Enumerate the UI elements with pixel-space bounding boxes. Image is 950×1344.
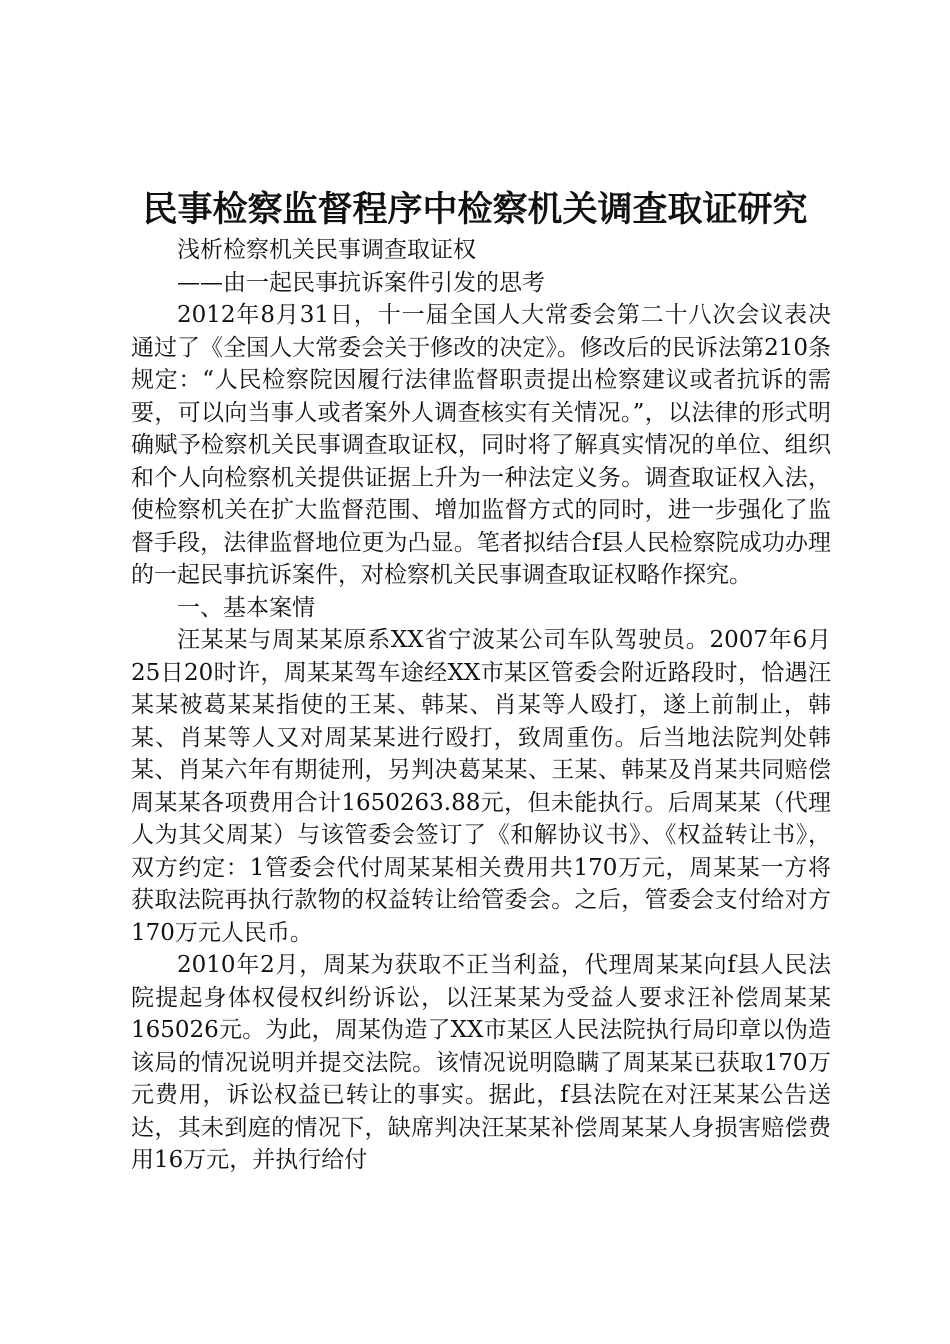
document-title: 民事检察监督程序中检察机关调查取证研究 [142,189,808,230]
paragraph-case-facts: 汪某某与周某某原系XX省宁波某公司车队驾驶员。2007年6月25日20时许，周某某驾车途经XX市某区管委会附近路段时，恰遇汪某某被葛某某指使的王某、韩某、肖某等人殴打，遂上前制止，韩某、肖某等人又对周某某进行殴打，致周重伤。后当地法院判处韩某、肖某六年有期徒刑，另判决葛某某、王某、韩某及肖某共同赔偿周某某各项费用合计1650263.88元，但未能执行。后周某某（代理人为其父周某）与该管委会签订了《和解协议书》、《权益转让书》，双方约定：1管委会代付周某某相关费用共170万元，周某某一方将获取法院再执行款物的权益转让给管委会。之后，管委会支付给对方170万元人民币。 [131,627,831,946]
section-heading: 一、基本案情 [177,594,315,621]
subtitle-dash: ——由一起民事抗诉案件引发的思考 [177,269,545,296]
subtitle: 浅析检察机关民事调查取证权 [177,237,476,263]
paragraph-intro: 2012年8月31日，十一届全国人大常委会第二十八次会议表决通过了《全国人大常委会关于修改的决定》。修改后的民诉法第210条规定：“人民检察院因履行法律监督职责提出检察建议或者抗诉的需要，可以向当事人或者案外人调查核实有关情况。”，以法律的形式明确赋予检察机关民事调查取证权，同时将了解真实情况的单位、组织和个人向检察机关提供证据上升为一种法定义务。调查取证权入法，使检察机关在扩大监督范围、增加监督方式的同时，进一步强化了监督手段，法律监督地位更为凸显。笔者拟结合f县人民检察院成功办理的一起民事抗诉案件，对检察机关民事调查取证权略作探究。 [131,302,831,588]
document-body [131,234,831,1177]
paragraph-case-2010: 2010年2月，周某为获取不正当利益，代理周某某向f县人民法院提起身体权侵权纠纷诉讼，以汪某某为受益人要求汪补偿周某某165026元。为此，周某伪造了XX市某区人民法院执行局印章以伪造该局的情况说明并提交法院。该情况说明隐瞒了周某某已获取170万元费用，诉讼权益已转让的事实。据此，f县法院在对汪某某公告送达，其未到庭的情况下，缺席判决汪某某补偿周某某人身损害赔偿费用16万元，并执行给付 [131,952,831,1173]
